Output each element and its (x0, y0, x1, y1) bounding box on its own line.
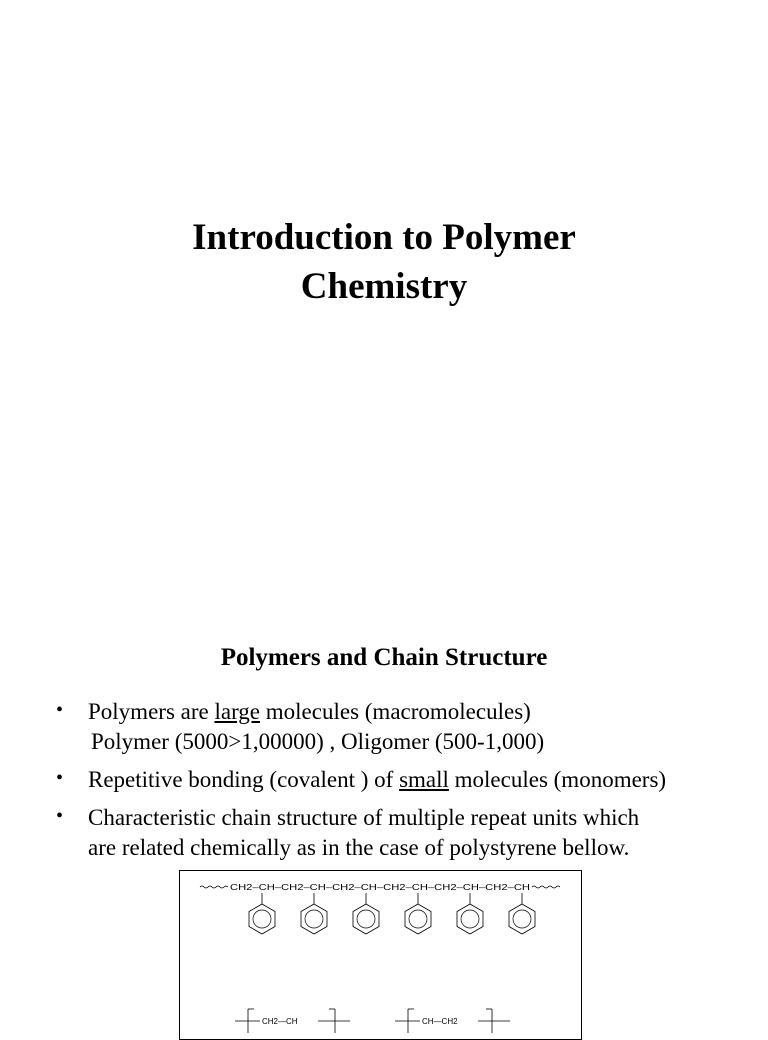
bullet-item (56, 697, 756, 727)
benzene-ring-icon (509, 893, 535, 934)
slide-title-line1: Introduction to Polymer (192, 217, 576, 258)
bullet-underlined-word: small (399, 767, 449, 792)
bullet-underlined-word: large (214, 699, 261, 724)
wavy-end-right (532, 886, 560, 888)
bullet-icon: • (56, 767, 64, 789)
bullet-text: are related chemically as in the case of polystyrene bellow. (88, 835, 630, 860)
bullet-item (56, 803, 756, 863)
slide-title (0, 213, 768, 311)
repeat-unit-right (395, 1009, 510, 1033)
polystyrene-structure-svg (180, 871, 581, 1039)
repeat-unit-left-label: CH2—CH (262, 1017, 298, 1026)
benzene-ring-icon (405, 893, 431, 934)
benzene-ring-icon (457, 893, 483, 934)
bullet-icon: • (56, 805, 64, 827)
bullet-list (56, 697, 756, 863)
benzene-ring-icon (249, 893, 275, 934)
chain-formula: CH2–CH–CH2–CH–CH2–CH–CH2–CH–CH2–CH–CH2–CH (230, 883, 531, 892)
bullet-text: Polymers are (88, 699, 215, 724)
bullet-text: Repetitive bonding (covalent ) of (88, 767, 400, 792)
bullet-item (56, 765, 756, 795)
benzene-ring-icon (301, 893, 327, 934)
repeat-unit-right-label: CH—CH2 (422, 1017, 458, 1026)
polystyrene-diagram (179, 870, 582, 1040)
slide-title-line2: Chemistry (300, 266, 468, 307)
bullet-subline: Polymer (5000>1,00000) , Oligomer (500-1,000) (91, 729, 545, 754)
repeat-unit-left (235, 1009, 350, 1033)
bullet-text: Characteristic chain structure of multiple repeat units which (88, 805, 640, 830)
bullet-text: molecules (monomers) (448, 767, 667, 792)
benzene-ring-icon (353, 893, 379, 934)
wavy-end-left (200, 886, 228, 888)
bullet-icon: • (56, 699, 64, 721)
bullet-text: molecules (macromolecules) (260, 699, 531, 724)
section-heading: Polymers and Chain Structure (220, 644, 548, 671)
